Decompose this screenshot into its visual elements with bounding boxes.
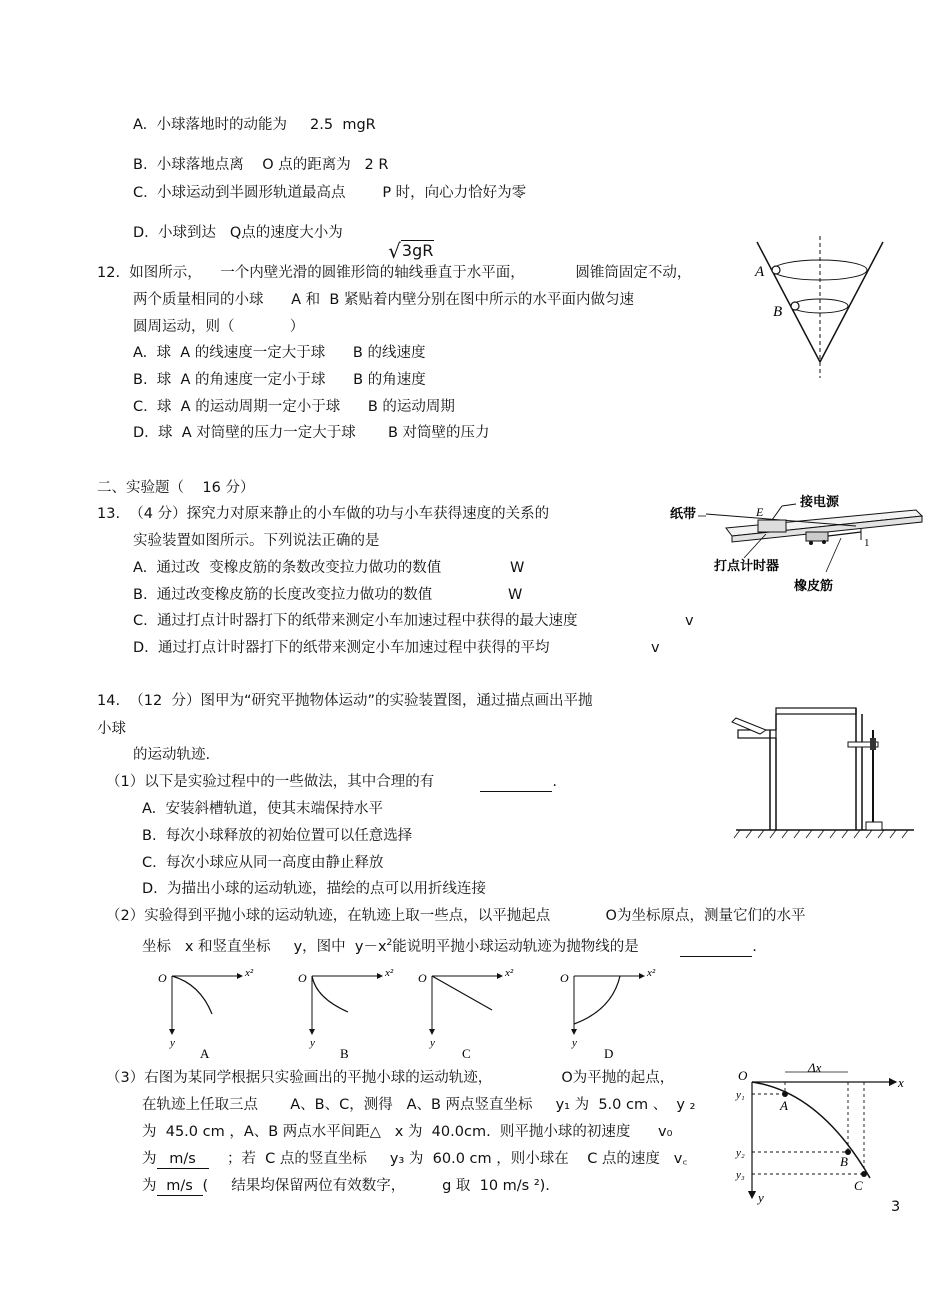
traj-dx: Δx xyxy=(808,1062,822,1075)
q14-part2-line1: （2）实验得到平抛小球的运动轨迹，在轨迹上取一些点，以平抛起点 O为坐标原点，测量它们的水平 xyxy=(106,908,806,924)
graph-a-label: A xyxy=(200,1046,210,1061)
q13-option-d-tail: v xyxy=(651,640,660,656)
traj-y2: y₂ xyxy=(736,1147,745,1159)
label-tape: 纸带 xyxy=(670,506,697,521)
ball-b-icon xyxy=(791,302,799,310)
q14-part3-answer2[interactable]: m/s xyxy=(157,1177,203,1196)
projectile-apparatus-figure xyxy=(728,700,920,842)
q14-part2-answer-blank[interactable] xyxy=(680,938,752,957)
q14-part3-line4-text: ；若 C 点的竖直坐标 y₃ 为 60.0 cm ，则小球在 C 点的速度 v꜀ xyxy=(226,1151,688,1167)
cone-label-a: A xyxy=(755,264,765,280)
graph-d-xlabel: x² xyxy=(647,967,656,979)
q14-part1-answer-blank[interactable] xyxy=(480,773,552,792)
q12-option-c: C. 球 A 的运动周期一定小于球 B 的运动周期 xyxy=(133,399,455,415)
q11-option-d: D. 小球到达 Q点的速度大小为 xyxy=(133,225,343,241)
traj-x: x xyxy=(898,1075,904,1090)
graph-b-xlabel: x² xyxy=(385,967,394,979)
q13-option-b-tail: W xyxy=(508,587,523,603)
cone-label-b: B xyxy=(773,304,783,320)
trajectory-figure xyxy=(730,1062,910,1208)
q13-option-c: C. 通过打点计时器打下的纸带来测定小车加速过程中获得的最大速度 xyxy=(133,613,578,629)
q13-option-d: D. 通过打点计时器打下的纸带来测定小车加速过程中获得的平均 xyxy=(133,640,550,656)
graph-d-ylabel: y xyxy=(572,1037,577,1049)
ball-a-icon xyxy=(772,266,780,274)
traj-origin: O xyxy=(738,1068,748,1083)
q14-part2-period: . xyxy=(752,938,757,955)
q13-stem-line2: 实验装置如图所示。下列说法正确的是 xyxy=(133,533,380,549)
q12-option-a: A. 球 A 的线速度一定大于球 B 的线速度 xyxy=(133,345,426,361)
q12-option-b: B. 球 A 的角速度一定小于球 B 的角速度 xyxy=(133,372,426,388)
q14-stem-line2: 小球 xyxy=(97,721,126,737)
label-timer: 打点计时器 xyxy=(714,558,780,573)
label-one: 1 xyxy=(864,537,870,549)
graph-a-xlabel: x² xyxy=(245,967,254,979)
graph-b-ylabel: y xyxy=(310,1037,315,1049)
q14-part1-option-b: B. 每次小球释放的初始位置可以任意选择 xyxy=(142,828,413,844)
q14-part1-option-d: D. 为描出小球的运动轨迹，描绘的点可以用折线连接 xyxy=(142,881,486,897)
q14-part3-line5-text: ( 结果均保留两位有效数字， g 取 10 m/s ²). xyxy=(202,1178,550,1194)
q14-part3-line3: 为 45.0 cm ，A、B 两点水平间距△ x 为 40.0cm. 则平抛小球的初速度 v₀ xyxy=(142,1124,673,1140)
q12-stem-line3: 圆周运动，则（ ） xyxy=(133,319,305,335)
page-number: 3 xyxy=(891,1199,901,1215)
graph-d-origin: O xyxy=(560,971,569,985)
graph-a-origin: O xyxy=(158,971,167,985)
graph-d-label: D xyxy=(604,1046,614,1061)
q14-part1-option-a: A. 安装斜槽轨道，使其末端保持水平 xyxy=(142,801,383,817)
label-e: E xyxy=(756,505,764,519)
q14-part2-superscript: 2 xyxy=(386,938,393,948)
graph-b-label: B xyxy=(340,1046,349,1061)
q13-option-a: A. 通过改 变橡皮筋的条数改变拉力做功的数值 xyxy=(133,560,442,576)
section-2-title: 二、实验题（ 16 分） xyxy=(97,480,255,496)
traj-point-b: B xyxy=(840,1154,848,1169)
q14-part3-line5 xyxy=(142,1177,550,1196)
q14-part1-period: . xyxy=(552,774,557,790)
q14-part2-text-b: 能说明平抛小球运动轨迹为抛物线的是 xyxy=(392,938,639,955)
traj-y: y xyxy=(758,1190,764,1205)
q13-option-b: B. 通过改变橡皮筋的长度改变拉力做功的数值 xyxy=(133,587,433,603)
cone-figure xyxy=(745,228,895,380)
q14-stem-line3: 的运动轨迹. xyxy=(133,747,211,763)
q12-option-d: D. 球 A 对筒壁的压力一定大于球 B 对筒壁的压力 xyxy=(133,425,490,441)
q13-option-a-tail: W xyxy=(510,560,525,576)
q12-stem-line2: 两个质量相同的小球 A 和 B 紧贴着内壁分别在图中所示的水平面内做匀速 xyxy=(133,292,634,308)
timer-icon xyxy=(758,520,786,532)
traj-y1: y₁ xyxy=(736,1089,745,1101)
graph-c-ylabel: y xyxy=(430,1037,435,1049)
q14-part1-option-c: C. 每次小球应从同一高度由静止释放 xyxy=(142,855,384,871)
q14-stem-line1: 14. （12 分）图甲为“研究平抛物体运动”的实验装置图，通过描点画出平抛 xyxy=(97,693,593,709)
graph-b-origin: O xyxy=(298,971,307,985)
q14-part3-line4-prefix: 为 xyxy=(142,1151,157,1167)
apparatus-figure xyxy=(666,490,930,600)
q14-part3-line4 xyxy=(142,1150,687,1169)
q14-part3-line5-prefix: 为 xyxy=(142,1178,157,1194)
traj-point-c: C xyxy=(854,1178,863,1193)
y-x2-graphs xyxy=(150,962,690,1062)
label-rubber: 橡皮筋 xyxy=(794,578,834,593)
q14-part3-answer1[interactable]: m/s xyxy=(157,1150,209,1169)
graph-b xyxy=(298,967,394,1061)
graph-c-label: C xyxy=(462,1046,471,1061)
traj-point-a: A xyxy=(780,1098,788,1113)
cart-icon xyxy=(806,532,828,541)
q11-option-b: B. 小球落地点离 O 点的距离为 2 R xyxy=(133,157,389,173)
q12-stem-line1: 12. 如图所示， 一个内壁光滑的圆锥形筒的轴线垂直于水平面， 圆锥筒固定不动， xyxy=(97,265,692,281)
q11-option-c: C. 小球运动到半圆形轨道最高点 P 时，向心力恰好为零 xyxy=(133,185,527,201)
sqrt-expression xyxy=(378,222,434,263)
label-power: 接电源 xyxy=(800,494,840,509)
q13-stem-line1: 13. （4 分）探究力对原来静止的小车做的功与小车获得速度的关系的 xyxy=(97,506,550,522)
q14-part1-stem xyxy=(106,773,557,792)
graph-c-origin: O xyxy=(418,971,427,985)
q14-part2-line2 xyxy=(142,934,757,957)
q11-option-a: A. 小球落地时的动能为 2.5 mgR xyxy=(133,117,376,133)
graph-c xyxy=(418,967,514,1061)
q14-part2-text-a: 坐标 x 和竖直坐标 y，图中 y－x xyxy=(142,938,387,955)
traj-y3: y₃ xyxy=(736,1169,745,1181)
graph-a xyxy=(158,967,254,1061)
graph-d xyxy=(560,967,656,1061)
sqrt-icon: √ xyxy=(388,239,401,263)
sqrt-radicand: 3gR xyxy=(401,241,434,260)
q14-part3-line2: 在轨迹上任取三点 A、B、C，测得 A、B 两点竖直坐标 y₁ 为 5.0 cm 、 y ₂ xyxy=(142,1097,696,1113)
q13-option-c-tail: v xyxy=(685,613,694,629)
q14-part3-line1: （3）右图为某同学根据只实验画出的平抛小球的运动轨迹， O为平抛的起点， xyxy=(106,1070,675,1086)
graph-a-ylabel: y xyxy=(170,1037,175,1049)
q14-part1-text: （1）以下是实验过程中的一些做法，其中合理的有 xyxy=(106,774,435,790)
graph-c-xlabel: x² xyxy=(505,967,514,979)
